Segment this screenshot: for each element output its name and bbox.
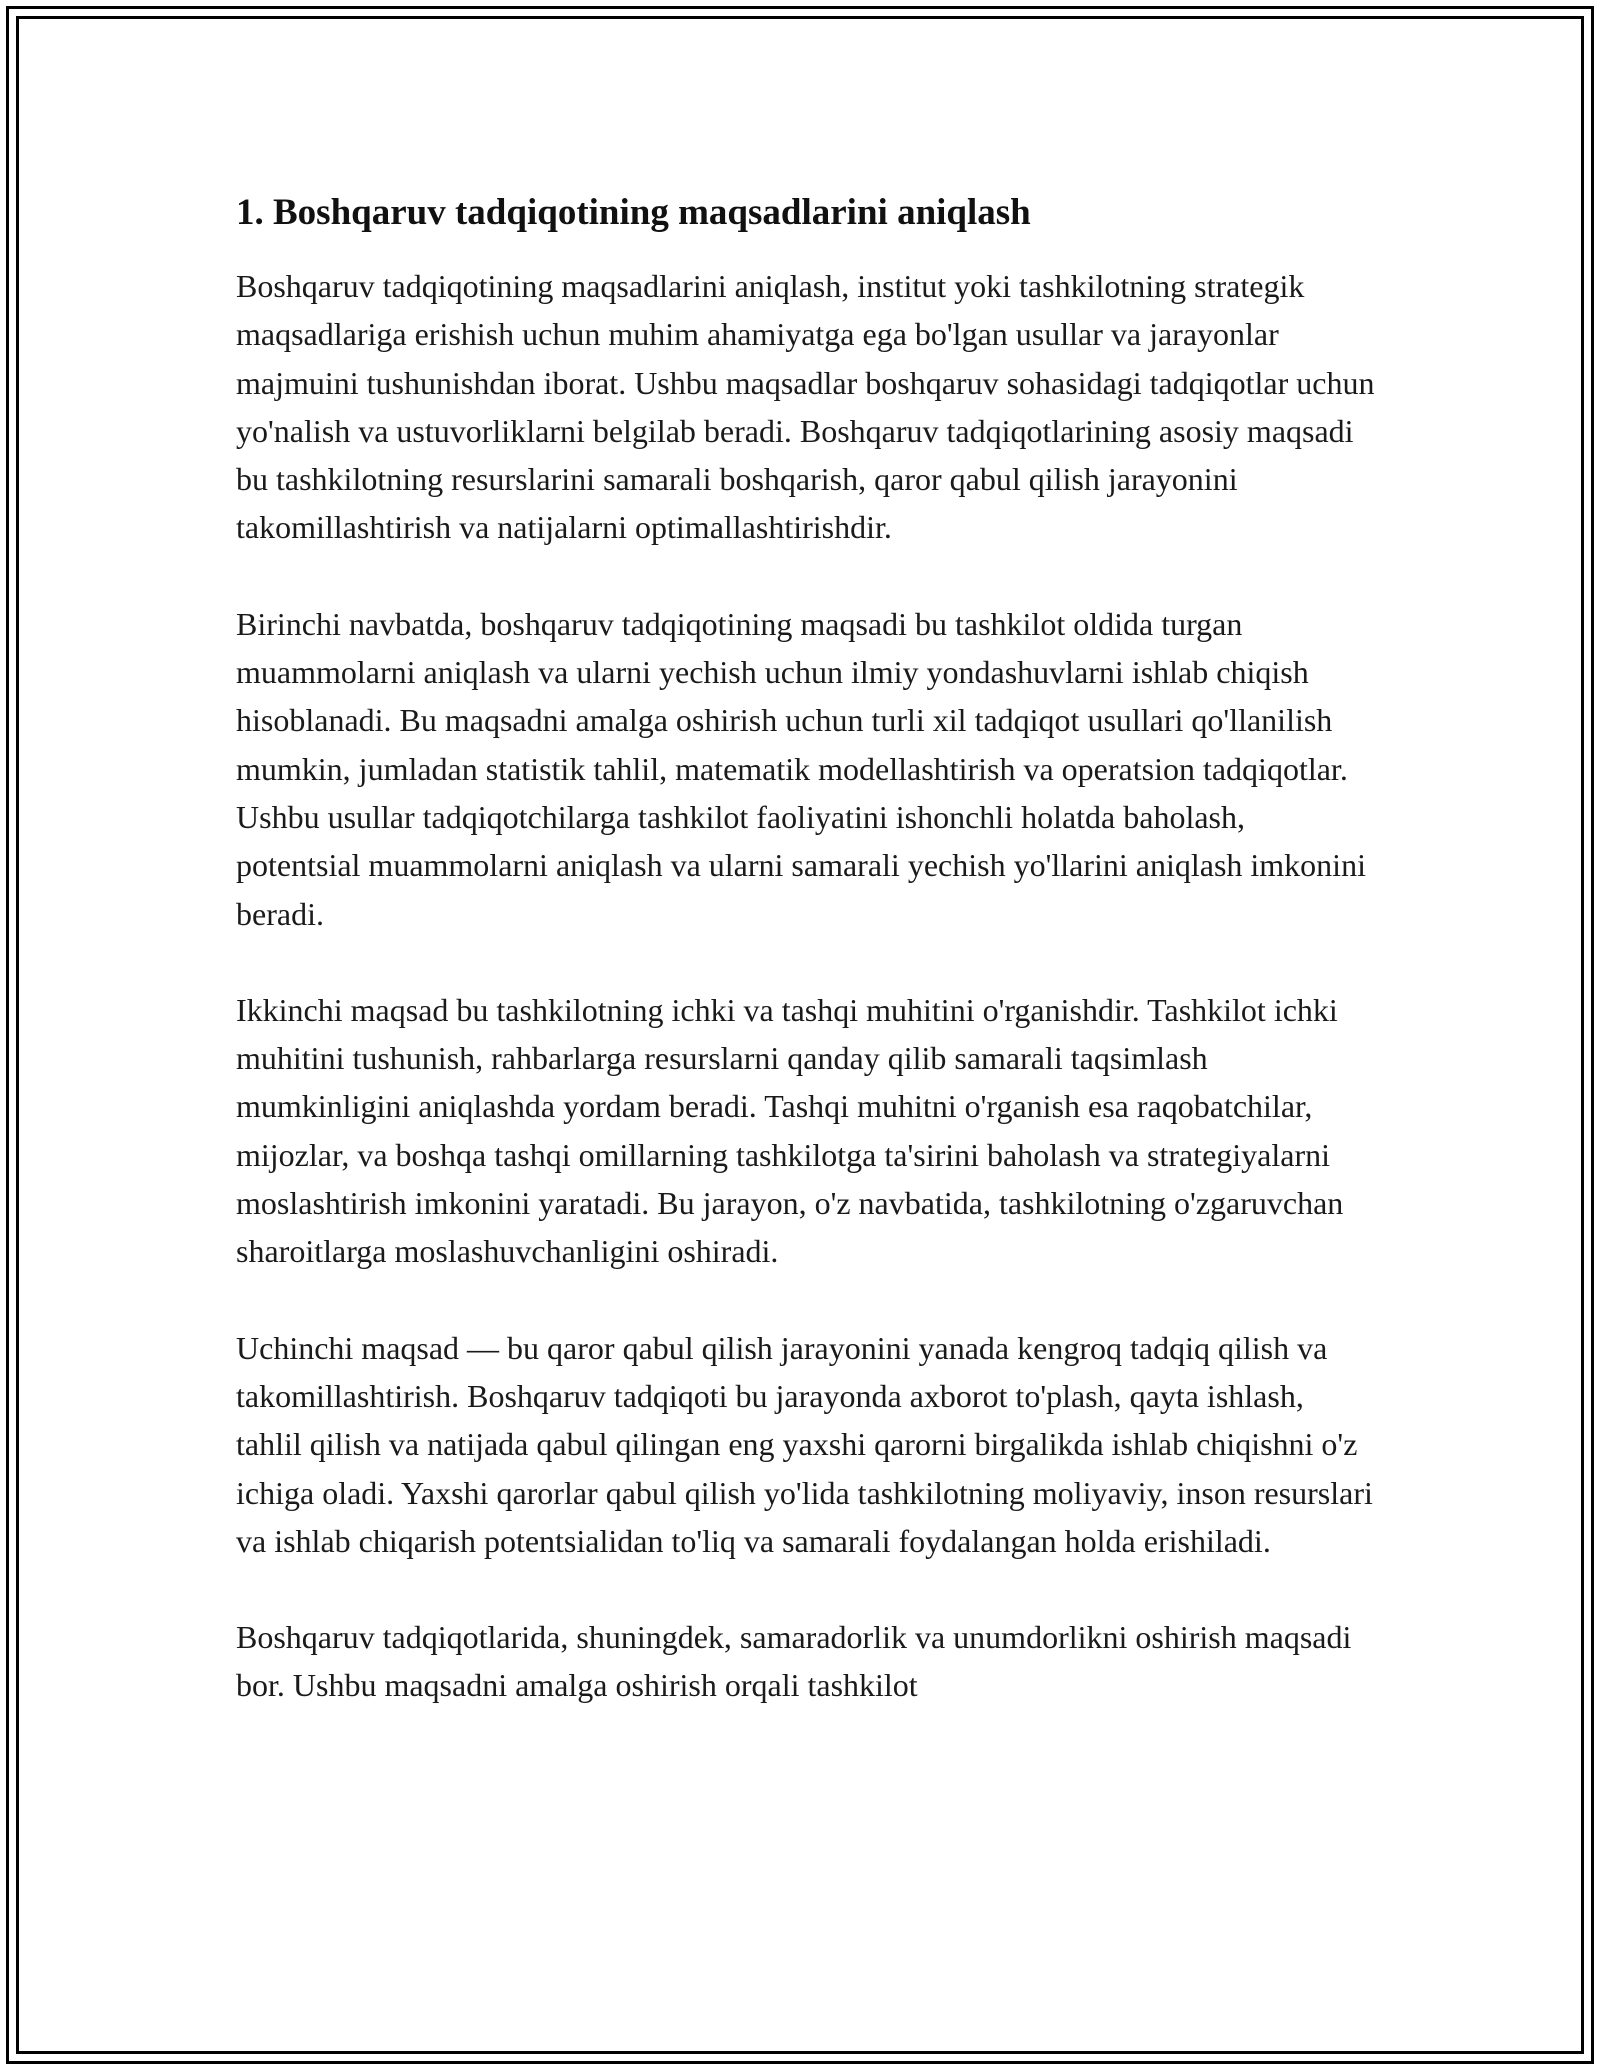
document-body <box>236 186 1376 1758</box>
paragraph-efficiency-goal: Boshqaruv tadqiqotlarida, shuningdek, samaradorlik va unumdorlikni oshirish maqsadi bor. Ushbu maqsadni amalga oshirish orqali tashkilot <box>236 1619 1352 1704</box>
paragraph-third-goal: Uchinchi maqsad — bu qaror qabul qilish jarayonini yanada kengroq tadqiq qilish va takomillashtirish. Boshqaruv tadqiqoti bu jarayonda axborot to'plash, qayta ishlash, tahlil qilish va natijada qabul qilingan eng yaxshi qarorni birgalikda ishlab chiqishni o'z ichiga oladi. Yaxshi qarorlar qabul qilish yo'lida tashkilotning moliyaviy, inson resurslari va ishlab chiqarish potentsialidan to'liq va samarali foydalangan holda erishiladi. <box>236 1329 1373 1559</box>
paragraph-second-goal: Ikkinchi maqsad bu tashkilotning ichki va tashqi muhitini o'rganishdir. Tashkilot ichki muhitini tushunish, rahbarlarga resurslarni qanday qilib samarali taqsimlash mumkinligini aniqlashda yordam beradi. Tashqi muhitni o'rganish esa raqobatchilar, mijozlar, va boshqa tashqi omillarning tashkilotga ta'sirini baholash va strategiyalarni moslashtirish imkonini yaratadi. Bu jarayon, o'z navbatida, tashkilotning o'zgaruvchan sharoitlarga moslashuvchanligini oshiradi. <box>236 991 1344 1270</box>
paragraph-intro: Boshqaruv tadqiqotining maqsadlarini aniqlash, institut yoki tashkilotning strategik maqsadlariga erishish uchun muhim ahamiyatga ega bo'lgan usullar va jarayonlar majmuini tushunishdan iborat. Ushbu maqsadlar boshqaruv sohasidagi tadqiqotlar uchun yo'nalish va ustuvorliklarni belgilab beradi. Boshqaruv tadqiqotlarining asosiy maqsadi bu tashkilotning resurslarini samarali boshqarish, qaror qabul qilish jarayonini takomillashtirish va natijalarni optimallashtirishdir. <box>236 268 1375 546</box>
paragraph-first-goal: Birinchi navbatda, boshqaruv tadqiqotining maqsadi bu tashkilot oldida turgan muammolarni aniqlash va ularni yechish uchun ilmiy yondashuvlarni ishlab chiqish hisoblanadi. Bu maqsadni amalga oshirish uchun turli xil tadqiqot usullari qo'llanilish mumkin, jumladan statistik tahlil, matematik modellashtirish va operatsion tadqiqotlar. Ushbu usullar tadqiqotchilarga tashkilot faoliyatini ishonchli holatda baholash, potentsial muammolarni aniqlash va ularni samarali yechish yo'llarini aniqlash imkonini beradi. <box>236 605 1366 932</box>
section-title: 1. Boshqaruv tadqiqotining maqsadlarini aniqlash <box>236 192 1031 233</box>
